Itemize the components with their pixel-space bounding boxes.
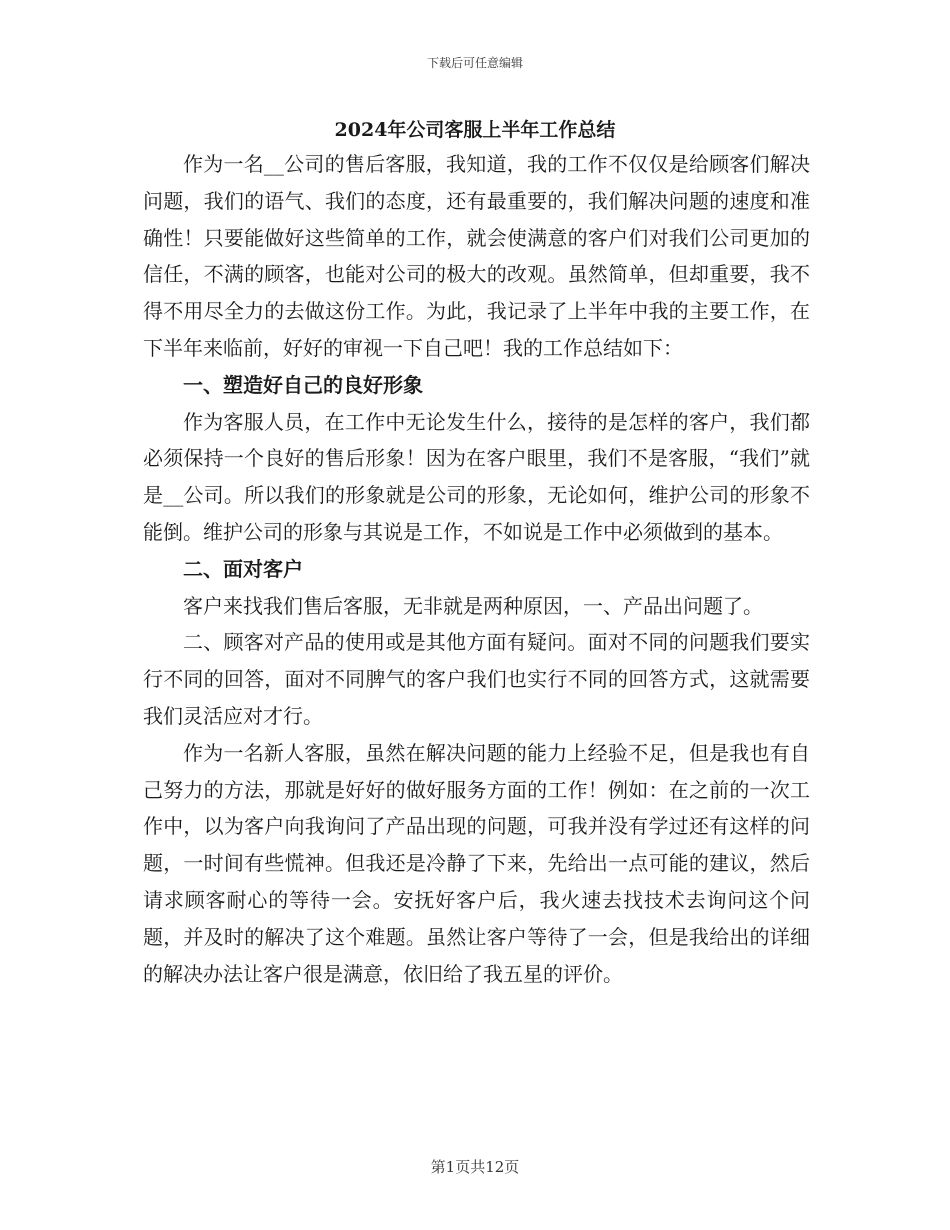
section-heading-1: 一、塑造好自己的良好形象	[183, 372, 423, 397]
section-2-paragraph-3: 作为一名新人客服，虽然在解决问题的能力上经验不足，但是我也有自己努力的方法，那就是好好的做好服务方面的工作！例如：在之前的一次工作中，以为客户向我询问了产品出现的问题，可我并没有学过还有这样的问题，一时间有些慌神。但我还是冷静了下来，先给出一点可能的建议，然后请求顾客耐心的等待一会。安抚好客户后，我火速去找技术去询问这个问题，并及时的解决了这个难题。虽然让客户等待了一会，但是我给出的详细的解决办法让客户很是满意，依旧给了我五星的评价。	[143, 740, 810, 986]
document-body	[143, 146, 810, 992]
header-note: 下载后可任意编辑	[426, 56, 523, 70]
intro-paragraph: 作为一名__公司的售后客服，我知道，我的工作不仅仅是给顾客们解决问题，我们的语气、我们的态度，还有最重要的，我们解决问题的速度和准确性！只要能做好这些简单的工作，就会使满意的客户们对我们公司更加的信任，不满的顾客，也能对公司的极大的改观。虽然简单，但却重要，我不得不用尽全力的去做这份工作。为此，我记录了上半年中我的主要工作，在下半年来临前，好好的审视一下自己吧！我的工作总结如下：	[143, 152, 810, 360]
section-2-paragraph-2: 二、顾客对产品的使用或是其他方面有疑问。面对不同的问题我们要实行不同的回答，面对不同脾气的客户我们也实行不同的回答方式，这就需要我们灵活应对才行。	[143, 630, 810, 728]
section-2-paragraph-1: 客户来找我们售后客服，无非就是两种原因，一、产品出问题了。	[183, 593, 763, 618]
section-heading-2: 二、面对客户	[183, 556, 303, 581]
section-1-paragraph: 作为客服人员，在工作中无论发生什么，接待的是怎样的客户，我们都必须保持一个良好的售后形象！因为在客户眼里，我们不是客服，“我们”就是__公司。所以我们的形象就是公司的形象，无论如何，维护公司的形象不能倒。维护公司的形象与其说是工作，不如说是工作中必须做到的基本。	[143, 409, 810, 544]
document-title: 2024年公司客服上半年工作总结	[334, 119, 616, 141]
page-footer: 第1页共12页	[430, 1158, 520, 1176]
